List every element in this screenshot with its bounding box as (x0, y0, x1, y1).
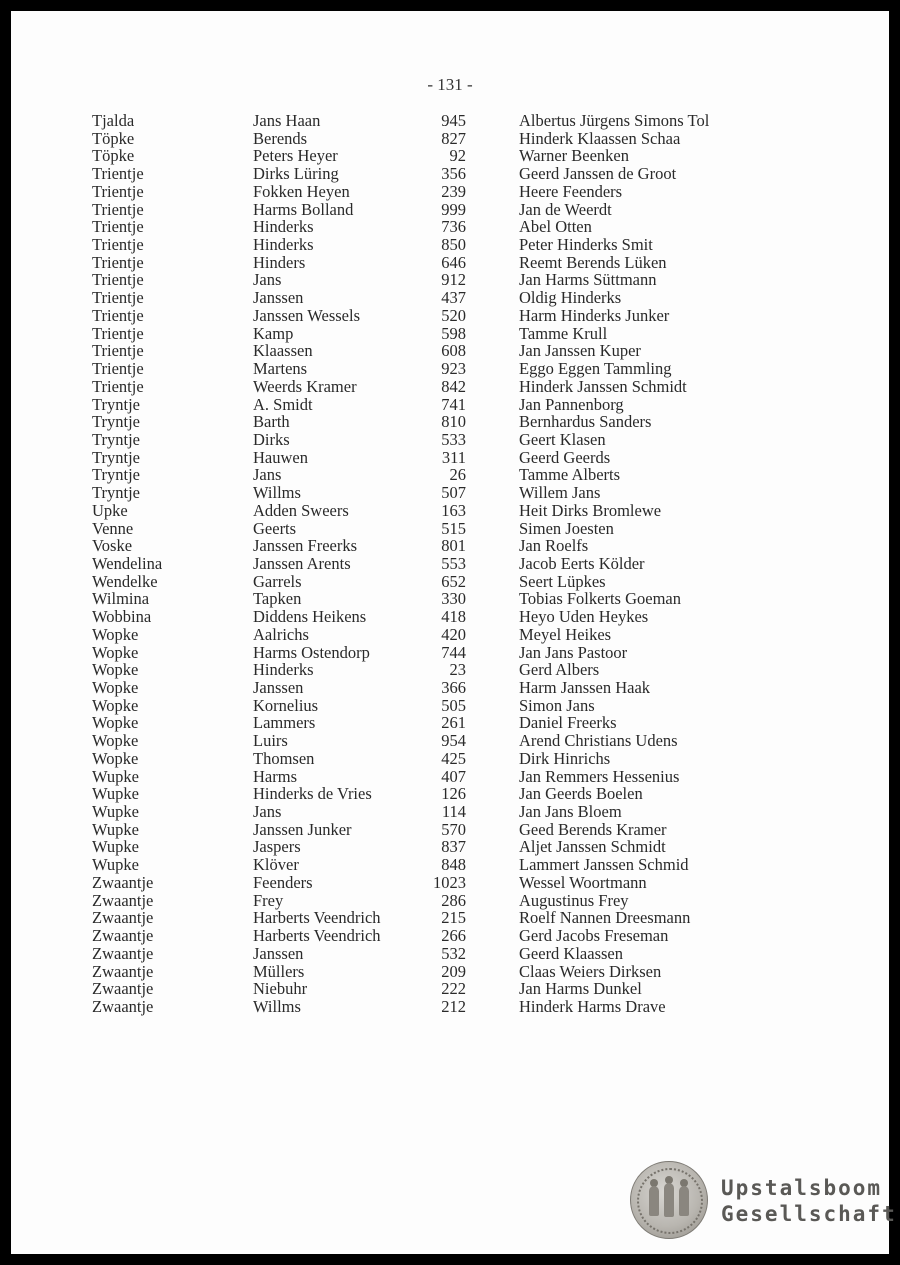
first-name-cell: Trientje (92, 323, 144, 343)
spouse-name-cell: Simen Joesten (519, 518, 614, 538)
spouse-name-cell: Geed Berends Kramer (519, 819, 667, 839)
first-name-cell: Wopke (92, 624, 139, 644)
spouse-name-cell: Gerd Albers (519, 660, 600, 680)
spouse-name-cell: Seert Lüpkes (519, 571, 606, 591)
number-cell: 239 (441, 181, 466, 201)
first-name-cell: Wopke (92, 713, 139, 733)
surname-cell: Müllers (253, 961, 305, 981)
number-cell: 407 (441, 766, 466, 786)
first-name-cell: Trientje (92, 376, 144, 396)
number-cell: 420 (441, 624, 466, 644)
spouse-name-cell: Eggo Eggen Tammling (519, 359, 672, 379)
number-cell: 114 (441, 802, 466, 822)
number-cell: 212 (441, 996, 466, 1016)
first-name-cell: Zwaantje (92, 943, 154, 963)
surname-cell: Barth (253, 412, 290, 432)
first-name-cell: Zwaantje (92, 996, 154, 1016)
first-name-cell: Wopke (92, 660, 139, 680)
surname-cell: Niebuhr (253, 979, 308, 999)
number-cell: 418 (441, 607, 466, 627)
first-name-cell: Trientje (92, 305, 144, 325)
number-cell: 533 (441, 429, 466, 449)
spouse-name-cell: Hinderk Janssen Schmidt (519, 376, 687, 396)
surname-cell: Jans (253, 465, 282, 485)
surname-cell: Harms Bolland (253, 199, 354, 219)
number-cell: 1023 (433, 872, 466, 892)
spouse-name-cell: Geert Klasen (519, 429, 606, 449)
spouse-name-cell: Jan Roelfs (519, 536, 589, 556)
surname-cell: Janssen (253, 288, 304, 308)
first-name-cell: Trientje (92, 270, 144, 290)
spouse-name-cell: Gerd Jacobs Freseman (519, 926, 669, 946)
number-cell: 598 (441, 323, 466, 343)
surname-cell: Feenders (253, 872, 313, 892)
number-cell: 570 (441, 819, 466, 839)
first-name-cell: Wilmina (92, 589, 150, 609)
number-cell: 126 (441, 784, 466, 804)
surname-cell: Hauwen (253, 447, 308, 467)
first-name-cell: Wopke (92, 731, 139, 751)
surname-cell: Tapken (253, 589, 302, 609)
spouse-name-cell: Tamme Krull (519, 323, 608, 343)
number-cell: 646 (441, 252, 466, 272)
number-cell: 954 (441, 731, 466, 751)
first-name-cell: Venne (92, 518, 134, 538)
spouse-name-cell: Geerd Geerds (519, 447, 611, 467)
spouse-name-cell: Tamme Alberts (519, 465, 621, 485)
number-cell: 26 (449, 465, 466, 485)
surname-cell: Martens (253, 359, 308, 379)
first-name-cell: Wopke (92, 678, 139, 697)
spouse-name-cell: Jan de Weerdt (519, 199, 612, 219)
spouse-name-cell: Harm Janssen Haak (519, 678, 651, 697)
first-name-cell: Trientje (92, 164, 144, 184)
number-cell: 437 (441, 288, 466, 308)
first-name-cell: Trientje (92, 199, 144, 219)
spouse-name-cell: Claas Weiers Dirksen (519, 961, 662, 981)
spouse-name-cell: Bernhardus Sanders (519, 412, 652, 432)
spouse-name-cell: Arend Christians Udens (519, 731, 678, 751)
number-cell: 261 (441, 713, 466, 733)
number-cell: 209 (441, 961, 466, 981)
spouse-name-cell: Albertus Jürgens Simons Tol (519, 111, 710, 130)
spouse-name-cell: Jan Geerds Boelen (519, 784, 643, 804)
first-name-cell: Wupke (92, 819, 139, 839)
spouse-name-cell: Meyel Heikes (519, 624, 612, 644)
first-name-cell: Upke (92, 500, 128, 520)
number-cell: 608 (441, 341, 466, 361)
surname-cell: Dirks Lüring (253, 164, 339, 184)
first-name-cell: Tryntje (92, 447, 140, 467)
surname-cell: Harms (253, 766, 297, 786)
surname-cell: Janssen (253, 943, 304, 963)
spouse-name-cell: Aljet Janssen Schmidt (519, 837, 666, 857)
first-name-cell: Tjalda (92, 111, 135, 130)
number-cell: 222 (441, 979, 466, 999)
number-cell: 215 (441, 908, 466, 928)
spouse-name-cell: Hinderk Harms Drave (519, 996, 666, 1016)
surname-cell: Hinderks (253, 235, 314, 255)
number-cell: 505 (441, 695, 466, 715)
surname-cell: Hinders (253, 252, 306, 272)
first-name-cell: Wopke (92, 642, 139, 662)
spouse-name-cell: Willem Jans (519, 483, 601, 503)
first-name-cell: Zwaantje (92, 890, 154, 910)
surname-cell: Jans (253, 270, 282, 290)
first-name-cell: Wupke (92, 855, 139, 875)
number-cell: 999 (441, 199, 466, 219)
spouse-name-cell: Wessel Woortmann (519, 872, 647, 892)
number-cell: 366 (441, 678, 466, 697)
spouse-name-cell: Heyo Uden Heykes (519, 607, 649, 627)
surname-cell: Janssen (253, 678, 304, 697)
number-cell: 23 (449, 660, 466, 680)
first-name-cell: Trientje (92, 181, 144, 201)
spouse-name-cell: Roelf Nannen Dreesmann (519, 908, 691, 928)
first-name-cell: Tryntje (92, 394, 140, 414)
first-name-cell: Zwaantje (92, 908, 154, 928)
number-cell: 425 (441, 748, 466, 768)
document-page (11, 11, 897, 1254)
logo-text (721, 1175, 897, 1227)
surname-cell: Adden Sweers (253, 500, 349, 520)
surname-cell: Willms (253, 483, 301, 503)
number-cell: 92 (449, 146, 466, 166)
number-cell: 741 (441, 394, 466, 414)
number-cell: 810 (441, 412, 466, 432)
number-cell: 330 (441, 589, 466, 609)
spouse-name-cell: Lammert Janssen Schmid (519, 855, 689, 875)
number-cell: 520 (441, 305, 466, 325)
first-name-cell: Voske (92, 536, 133, 556)
spouse-name-cell: Harm Hinderks Junker (519, 305, 670, 325)
first-name-cell: Trientje (92, 359, 144, 379)
logo-line-2: Gesellschaft (721, 1202, 897, 1226)
number-cell: 923 (441, 359, 466, 379)
surname-cell: Weerds Kramer (253, 376, 357, 396)
spouse-name-cell: Jacob Eerts Kölder (519, 553, 645, 573)
spouse-name-cell: Abel Otten (519, 217, 592, 237)
number-cell: 744 (441, 642, 466, 662)
surname-cell: Peters Heyer (253, 146, 338, 166)
number-cell: 532 (441, 943, 466, 963)
spouse-name-cell: Geerd Janssen de Groot (519, 164, 677, 184)
spouse-name-cell: Warner Beenken (519, 146, 629, 166)
first-name-cell: Zwaantje (92, 872, 154, 892)
surname-cell: Willms (253, 996, 301, 1016)
first-name-cell: Tryntje (92, 483, 140, 503)
first-name-cell: Wendelina (92, 553, 163, 573)
number-cell: 801 (441, 536, 466, 556)
surname-cell: Hinderks (253, 217, 314, 237)
number-cell: 912 (441, 270, 466, 290)
number-cell: 945 (441, 111, 466, 130)
number-cell: 553 (441, 553, 466, 573)
first-name-cell: Wupke (92, 802, 139, 822)
number-cell: 515 (441, 518, 466, 538)
spouse-name-cell: Jan Remmers Hessenius (519, 766, 680, 786)
spouse-name-cell: Daniel Freerks (519, 713, 617, 733)
first-name-cell: Tryntje (92, 429, 140, 449)
number-cell: 842 (441, 376, 466, 396)
surname-cell: Janssen Wessels (253, 305, 360, 325)
surname-cell: Luirs (253, 731, 288, 751)
spouse-name-cell: Geerd Klaassen (519, 943, 623, 963)
first-name-cell: Tryntje (92, 465, 140, 485)
surname-cell: Jans Haan (253, 111, 321, 130)
surname-cell: Hinderks de Vries (253, 784, 372, 804)
number-cell: 311 (441, 447, 466, 467)
spouse-name-cell: Tobias Folkerts Goeman (519, 589, 681, 609)
spouse-name-cell: Simon Jans (519, 695, 595, 715)
surname-cell: Thomsen (253, 748, 315, 768)
surname-cell: Frey (253, 890, 284, 910)
surname-cell: Kornelius (253, 695, 319, 715)
spouse-name-cell: Jan Jans Pastoor (519, 642, 628, 662)
spouse-name-cell: Dirk Hinrichs (519, 748, 611, 768)
spouse-name-cell: Peter Hinderks Smit (519, 235, 653, 255)
first-name-cell: Töpke (92, 128, 135, 148)
first-name-cell: Trientje (92, 288, 144, 308)
spouse-name-cell: Jan Pannenborg (519, 394, 624, 414)
first-name-cell: Töpke (92, 146, 135, 166)
spouse-name-cell: Oldig Hinderks (519, 288, 622, 308)
first-name-cell: Wopke (92, 695, 139, 715)
spouse-name-cell: Hinderk Klaassen Schaa (519, 128, 681, 148)
surname-cell: Harberts Veendrich (253, 926, 381, 946)
first-name-cell: Trientje (92, 235, 144, 255)
surname-cell: Klöver (253, 855, 299, 875)
spouse-name-cell: Jan Janssen Kuper (519, 341, 641, 361)
first-name-cell: Zwaantje (92, 961, 154, 981)
surname-cell: Janssen Arents (253, 553, 351, 573)
surname-cell: Geerts (253, 518, 297, 538)
surname-cell: Dirks (253, 429, 290, 449)
number-cell: 266 (441, 926, 466, 946)
logo-line-1: Upstalsboom (721, 1176, 883, 1200)
surname-cell: Harberts Veendrich (253, 908, 381, 928)
surname-cell: Klaassen (253, 341, 313, 361)
surname-cell: Lammers (253, 713, 316, 733)
surname-cell: Garrels (253, 571, 302, 591)
number-cell: 652 (441, 571, 466, 591)
number-cell: 736 (441, 217, 466, 237)
surname-cell: Aalrichs (253, 624, 309, 644)
surname-cell: A. Smidt (253, 394, 313, 414)
number-cell: 827 (441, 128, 466, 148)
first-name-cell: Wupke (92, 784, 139, 804)
spouse-name-cell: Reemt Berends Lüken (519, 252, 667, 272)
spouse-name-cell: Augustinus Frey (519, 890, 629, 910)
surname-cell: Jans (253, 802, 282, 822)
spouse-name-cell: Heere Feenders (519, 181, 623, 201)
first-name-cell: Wupke (92, 837, 139, 857)
first-name-cell: Trientje (92, 341, 144, 361)
surname-cell: Berends (253, 128, 308, 148)
first-name-cell: Trientje (92, 217, 144, 237)
number-cell: 286 (441, 890, 466, 910)
number-cell: 507 (441, 483, 466, 503)
surname-cell: Jaspers (253, 837, 301, 857)
first-name-cell: Tryntje (92, 412, 140, 432)
number-cell: 356 (441, 164, 466, 184)
first-name-cell: Wupke (92, 766, 139, 786)
surname-cell: Fokken Heyen (253, 181, 350, 201)
surname-cell: Hinderks (253, 660, 314, 680)
seal-icon (630, 1161, 708, 1239)
spouse-name-cell: Jan Jans Bloem (519, 802, 622, 822)
surname-cell: Diddens Heikens (253, 607, 367, 627)
surname-cell: Harms Ostendorp (253, 642, 370, 662)
spouse-name-cell: Jan Harms Dunkel (519, 979, 642, 999)
surname-cell: Janssen Junker (253, 819, 352, 839)
first-name-cell: Wobbina (92, 607, 152, 627)
number-cell: 848 (441, 855, 466, 875)
spouse-name-cell: Jan Harms Süttmann (519, 270, 657, 290)
number-cell: 850 (441, 235, 466, 255)
surname-cell: Janssen Freerks (253, 536, 358, 556)
first-name-cell: Wendelke (92, 571, 158, 591)
number-cell: 163 (441, 500, 466, 520)
surname-cell: Kamp (253, 323, 294, 343)
page-number: - 131 - (427, 75, 473, 94)
society-logo (630, 1161, 897, 1241)
first-name-cell: Zwaantje (92, 979, 154, 999)
first-name-cell: Zwaantje (92, 926, 154, 946)
number-cell: 837 (441, 837, 466, 857)
spouse-name-cell: Heit Dirks Bromlewe (519, 500, 662, 520)
first-name-cell: Wopke (92, 748, 139, 768)
first-name-cell: Trientje (92, 252, 144, 272)
